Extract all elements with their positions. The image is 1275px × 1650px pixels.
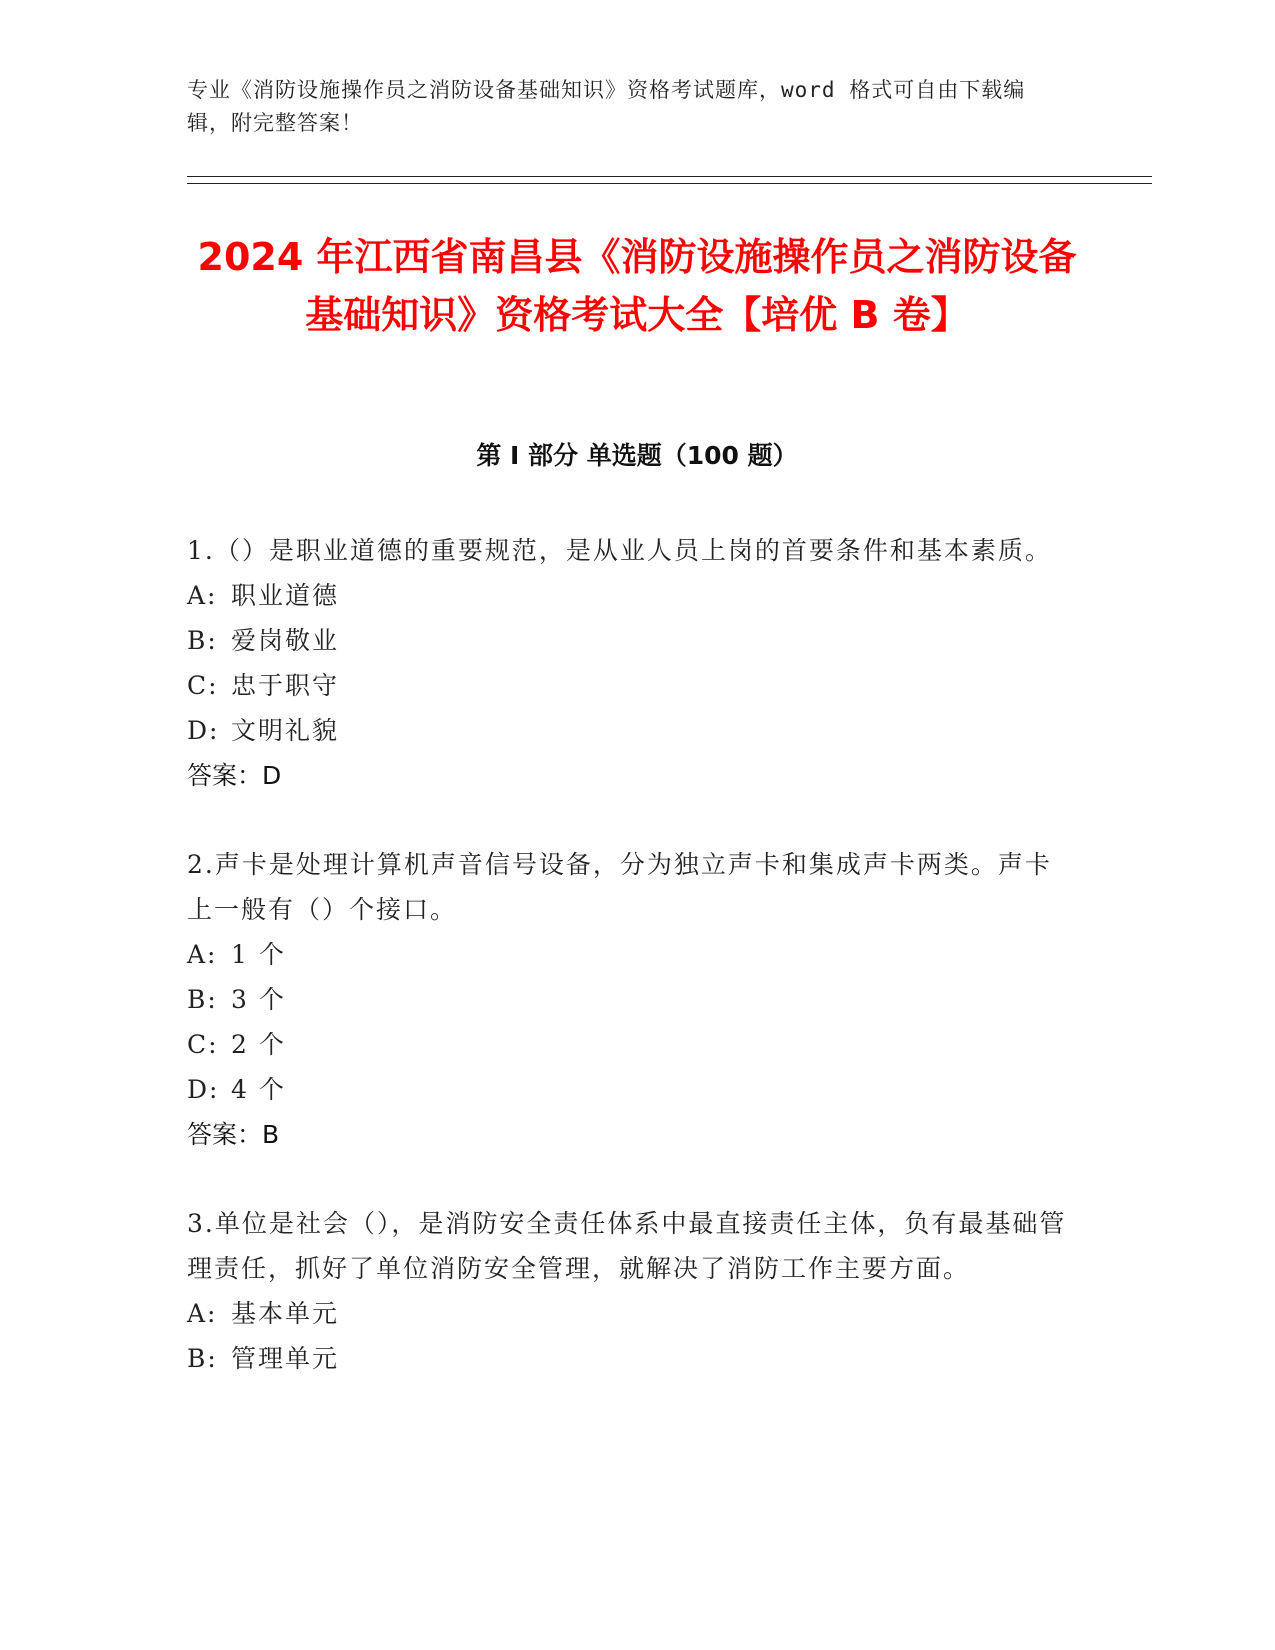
option-b (187, 977, 1067, 1022)
header-divider-top (187, 176, 1152, 177)
option-text: 职业道德 (231, 581, 340, 610)
option-d (187, 708, 1067, 753)
option-d (187, 1067, 1067, 1112)
option-a (187, 573, 1067, 618)
question-1 (187, 528, 1067, 798)
question-stem: 1.（）是职业道德的重要规范，是从业人员上岗的首要条件和基本素质。 (187, 536, 1052, 565)
answer: 答案：D (187, 761, 282, 790)
option-label: C: (187, 1030, 219, 1059)
option-b (187, 1336, 1067, 1381)
option-text: 管理单元 (231, 1344, 340, 1373)
option-text: 1 个 (231, 940, 286, 969)
option-c (187, 663, 1067, 708)
header-note: 专业《消防设施操作员之消防设备基础知识》资格考试题库，word 格式可自由下载编辑，附完整答案！ (187, 78, 1026, 135)
question-list (187, 528, 1067, 1425)
question-3 (187, 1201, 1067, 1381)
option-text: 爱岗敬业 (231, 626, 340, 655)
option-label: D: (187, 716, 220, 745)
option-a (187, 1291, 1067, 1336)
question-stem: 3.单位是社会（），是消防安全责任体系中最直接责任主体，负有最基础管理责任，抓好了单位消防安全管理，就解决了消防工作主要方面。 (187, 1209, 1067, 1283)
option-a (187, 932, 1067, 977)
section-title: 第 I 部分 单选题（100 题） (476, 441, 798, 470)
option-label: B: (187, 1344, 218, 1373)
option-label: A: (187, 940, 218, 969)
option-text: 3 个 (231, 985, 286, 1014)
option-c (187, 1022, 1067, 1067)
question-stem: 2.声卡是处理计算机声音信号设备，分为独立声卡和集成声卡两类。声卡上一般有（）个接口。 (187, 850, 1052, 924)
header-divider-bottom (187, 183, 1152, 184)
option-text: 基本单元 (231, 1299, 340, 1328)
option-text: 忠于职守 (231, 671, 340, 700)
option-text: 文明礼貌 (231, 716, 340, 745)
answer: 答案：B (187, 1120, 280, 1149)
question-2 (187, 842, 1067, 1157)
option-label: A: (187, 581, 218, 610)
option-label: C: (187, 671, 219, 700)
option-label: D: (187, 1075, 220, 1104)
option-label: B: (187, 985, 218, 1014)
document-title: 2024 年江西省南昌县《消防设施操作员之消防设备基础知识》资格考试大全【培优 B 卷】 (197, 235, 1077, 337)
option-label: B: (187, 626, 218, 655)
option-label: A: (187, 1299, 218, 1328)
option-text: 2 个 (231, 1030, 286, 1059)
option-b (187, 618, 1067, 663)
option-text: 4 个 (231, 1075, 286, 1104)
